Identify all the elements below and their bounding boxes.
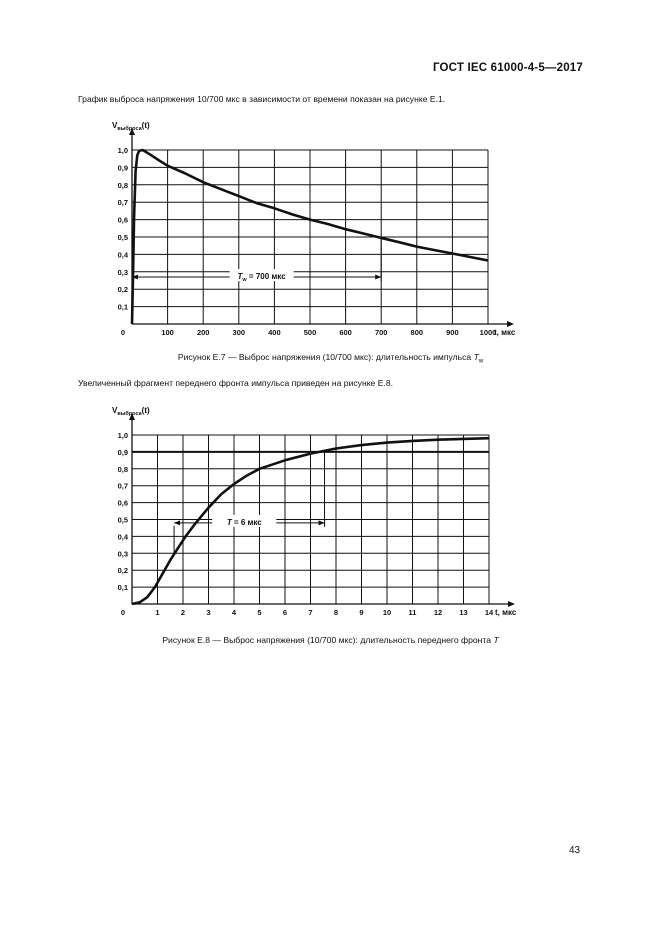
- x-axis-label: t, мкс: [494, 328, 516, 337]
- x-tick-label: 10: [382, 608, 392, 617]
- x-tick-label: 11: [408, 608, 417, 617]
- caption-fig-e8-text: Рисунок Е.8 — Выброс напряжения (10/700 мкс): длительность переднего фронта: [162, 635, 494, 645]
- caption-fig-e7-symbol: T: [473, 352, 479, 362]
- y-tick-label: 0,5: [117, 233, 128, 242]
- annotation-label: $T_w = 700$ мкс: [237, 272, 286, 284]
- annotation-label: T = 6 мкс: [226, 517, 262, 527]
- x-tick-label: 900: [446, 328, 459, 337]
- y-tick-label: 0,6: [117, 215, 128, 225]
- y-tick-label: 0,3: [117, 549, 128, 559]
- x-tick-label: 500: [303, 328, 317, 337]
- x-tick-label: 2: [180, 608, 186, 617]
- annotation-arrow-left: [174, 520, 180, 525]
- x-tick-label: 9: [359, 608, 364, 617]
- y-axis-label: $V_{выброса}(t)$: [112, 406, 150, 417]
- x-tick-label: 600: [339, 328, 352, 337]
- caption-fig-e7-subscript: w: [478, 358, 484, 365]
- y-tick-label: 0,8: [117, 464, 128, 474]
- y-tick-label: 1,0: [117, 146, 128, 155]
- caption-fig-e8: [0, 635, 661, 645]
- caption-fig-e7-text: Рисунок Е.7 — Выброс напряжения (10/700 мкс): длительность импульса: [177, 352, 474, 362]
- y-axis-label: $V_{выброса}(t)$: [112, 121, 150, 132]
- y-tick-label: 0,5: [117, 515, 128, 525]
- y-tick-label: 0,6: [117, 498, 128, 508]
- x-tick-label: 13: [459, 608, 468, 617]
- page-number: 43: [569, 845, 581, 856]
- x-axis-label: t, мкс: [495, 608, 517, 617]
- x-tick-label: 0: [120, 328, 126, 337]
- standard-header: ГОСТ IEC 61000-4-5—2017: [432, 62, 583, 74]
- x-tick-label: 5: [257, 608, 262, 617]
- x-tick-label: 200: [196, 328, 210, 337]
- x-tick-label: 7: [308, 608, 313, 617]
- x-tick-label: 4: [231, 608, 237, 617]
- annotation-arrow-right: [319, 520, 325, 525]
- x-tick-label: 800: [410, 328, 424, 337]
- y-tick-label: 0,9: [117, 447, 128, 457]
- x-tick-label: 1: [155, 608, 160, 617]
- x-tick-label: 3: [206, 608, 211, 617]
- caption-fig-e7: [0, 352, 661, 365]
- x-tick-label: 12: [433, 608, 443, 617]
- y-tick-label: 0,8: [117, 180, 128, 190]
- y-tick-label: 0,7: [117, 481, 128, 491]
- y-tick-label: 0,7: [117, 198, 128, 208]
- x-tick-label: 14: [484, 608, 494, 617]
- x-tick-label: 6: [282, 608, 288, 617]
- y-tick-label: 0,3: [117, 267, 128, 277]
- y-tick-label: 1,0: [117, 431, 128, 440]
- x-axis-arrow: [507, 321, 514, 327]
- x-tick-label: 700: [374, 328, 388, 337]
- annotation-arrow-right: [375, 275, 381, 280]
- x-axis-arrow: [508, 601, 515, 607]
- paragraph-fig7-intro: График выброса напряжения 10/700 мкс в зависимости от времени показан на рисунке Е.1.: [78, 94, 446, 104]
- paragraph-fig8-intro: Увеличенный фрагмент переднего фронта импульса приведен на рисунке Е.8.: [78, 378, 394, 388]
- x-tick-label: 400: [268, 328, 281, 337]
- y-tick-label: 0,1: [117, 583, 128, 593]
- caption-fig-e8-symbol: T: [493, 635, 499, 645]
- y-tick-label: 0,2: [117, 285, 128, 295]
- x-tick-label: 300: [232, 328, 246, 337]
- x-tick-label: 100: [161, 328, 174, 337]
- x-tick-label: 1000: [479, 328, 497, 337]
- chart-pulse-duration: [0, 110, 661, 360]
- y-tick-label: 0,4: [117, 532, 128, 542]
- y-tick-label: 0,4: [117, 250, 128, 260]
- y-tick-label: 0,2: [117, 566, 128, 576]
- x-tick-label: 8: [333, 608, 339, 617]
- x-tick-label: 0: [120, 608, 126, 617]
- y-tick-label: 0,1: [117, 302, 128, 312]
- chart-front-duration: [0, 395, 661, 635]
- y-tick-label: 0,9: [117, 163, 128, 173]
